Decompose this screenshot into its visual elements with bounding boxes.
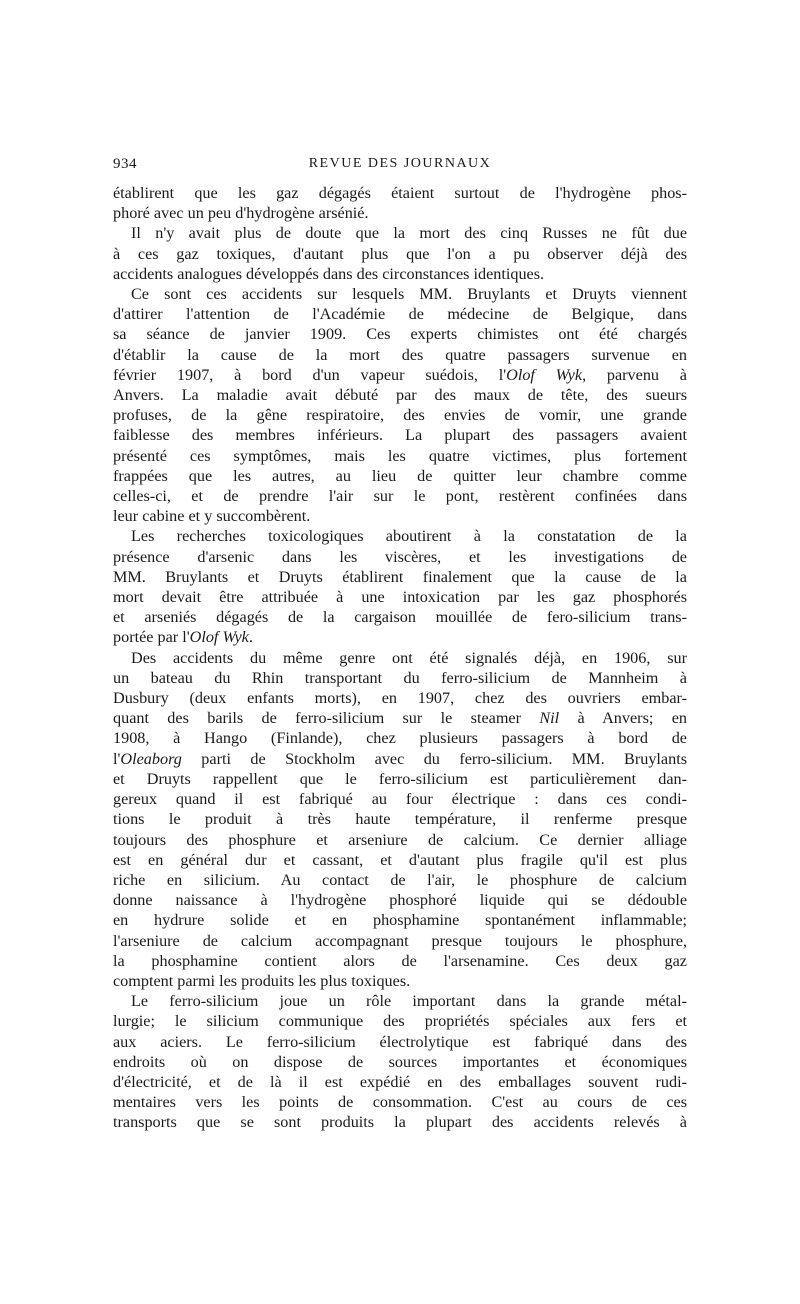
- paragraph: [113, 223, 687, 284]
- text-line: aux aciers. Le ferro-silicium électrolytique est fabriqué dans des: [113, 1032, 687, 1051]
- text-line: et arseniés dégagés de la cargaison mouillée de fero-silicium trans-: [113, 608, 687, 627]
- text-line: Dusbury (deux enfants morts), en 1907, chez des ouvriers embar-: [113, 689, 687, 708]
- text-line: Anvers. La maladie avait débuté par des maux de tête, des sueurs: [113, 386, 687, 405]
- text-line: donne naissance à l'hydrogène phosphoré liquide qui se dédouble: [113, 891, 687, 910]
- text-line: riche en silicium. Au contact de l'air, le phosphure de calcium: [113, 870, 687, 889]
- text-line: l'arseniure de calcium accompagnant presque toujours le phosphure,: [113, 931, 687, 950]
- page-number: 934: [113, 156, 137, 172]
- paragraph: [113, 648, 687, 991]
- text-line: toujours des phosphure et arseniure de calcium. Ce dernier alliage: [113, 830, 687, 849]
- text-line: transports que se sont produits la plupart des accidents relevés à: [113, 1113, 687, 1132]
- text-line: un bateau du Rhin transportant du ferro-silicium de Mannheim à: [113, 668, 687, 687]
- text-line: comptent parmi les produits les plus toxiques.: [113, 971, 411, 990]
- text-line: endroits où on dispose de sources importantes et économiques: [113, 1052, 687, 1071]
- text-line: d'électricité, et de là il est expédié en des emballages souvent rudi-: [113, 1072, 687, 1091]
- paragraph: [113, 991, 687, 1132]
- text-line: celles-ci, et de prendre l'air sur le pont, restèrent confinées dans: [113, 487, 687, 506]
- text-line: est en général dur et cassant, et d'autant plus fragile qu'il est plus: [113, 850, 687, 869]
- text-line: en hydrure solide et en phosphamine spontanément inflammable;: [113, 911, 687, 930]
- text-line: phoré avec un peu d'hydrogène arsénié.: [113, 204, 369, 223]
- text-line: leur cabine et y succombèrent.: [113, 507, 311, 526]
- text-line: 1908, à Hango (Finlande), chez plusieurs passagers à bord de: [113, 729, 687, 748]
- text-line: l'Oleaborg parti de Stockholm avec du ferro-silicium. MM. Bruylants: [113, 749, 687, 768]
- text-line: tions le produit à très haute température, il renferme presque: [113, 810, 687, 829]
- text-line: Le ferro-silicium joue un rôle important dans la grande métal-: [131, 992, 687, 1011]
- text-line: quant des barils de ferro-silicium sur le steamer Nil à Anvers; en: [113, 709, 687, 728]
- text-line: faiblesse des membres inférieurs. La plupart des passagers avaient: [113, 426, 687, 445]
- article-body: [113, 183, 687, 1133]
- text-line: accidents analogues développés dans des circonstances identiques.: [113, 264, 545, 283]
- text-line: gereux quand il est fabriqué au four électrique : dans ces condi-: [113, 790, 687, 809]
- text-line: la phosphamine contient alors de l'arsenamine. Ces deux gaz: [113, 951, 687, 970]
- text-line: Les recherches toxicologiques aboutirent à la constatation de la: [131, 527, 687, 546]
- text-line: MM. Bruylants et Druyts établirent finalement que la cause de la: [113, 567, 687, 586]
- text-line: mentaires vers les points de consommation. C'est au cours de ces: [113, 1093, 687, 1112]
- text-line: et Druyts rappellent que le ferro-silicium est particulièrement dan-: [113, 769, 687, 788]
- running-head: [113, 150, 687, 176]
- paragraph: [113, 183, 687, 223]
- book-page: [113, 150, 687, 1133]
- text-line: sa séance de janvier 1909. Ces experts chimistes ont été chargés: [113, 325, 687, 344]
- text-line: Des accidents du même genre ont été signalés déjà, en 1906, sur: [131, 648, 687, 667]
- text-line: mort devait être attribuée à une intoxication par les gaz phosphorés: [113, 588, 687, 607]
- text-line: présence d'arsenic dans les viscères, et les investigations de: [113, 547, 687, 566]
- text-line: février 1907, à bord d'un vapeur suédois, l'Olof Wyk, parvenu à: [113, 365, 687, 384]
- paragraph: [113, 284, 687, 526]
- text-line: Il n'y avait plus de doute que la mort des cinq Russes ne fût due: [131, 224, 687, 243]
- text-line: frappées que les autres, au lieu de quitter leur chambre comme: [113, 466, 687, 485]
- text-line: d'attirer l'attention de l'Académie de médecine de Belgique, dans: [113, 305, 687, 324]
- text-line: présenté ces symptômes, mais les quatre victimes, plus fortement: [113, 446, 687, 465]
- text-line: à ces gaz toxiques, d'autant plus que l'on a pu observer déjà des: [113, 244, 687, 263]
- text-line: établirent que les gaz dégagés étaient surtout de l'hydrogène phos-: [113, 184, 687, 202]
- text-line: profuses, de la gêne respiratoire, des envies de vomir, une grande: [113, 406, 687, 425]
- text-line: Ce sont ces accidents sur lesquels MM. Bruylants et Druyts viennent: [131, 285, 687, 304]
- paragraph: [113, 526, 687, 647]
- text-line: d'établir la cause de la mort des quatre passagers survenue en: [113, 345, 687, 364]
- journal-title: REVUE DES JOURNAUX: [308, 156, 492, 171]
- text-line: lurgie; le silicium communique des propriétés spéciales aux fers et: [113, 1012, 687, 1031]
- text-line: portée par l'Olof Wyk.: [113, 628, 253, 647]
